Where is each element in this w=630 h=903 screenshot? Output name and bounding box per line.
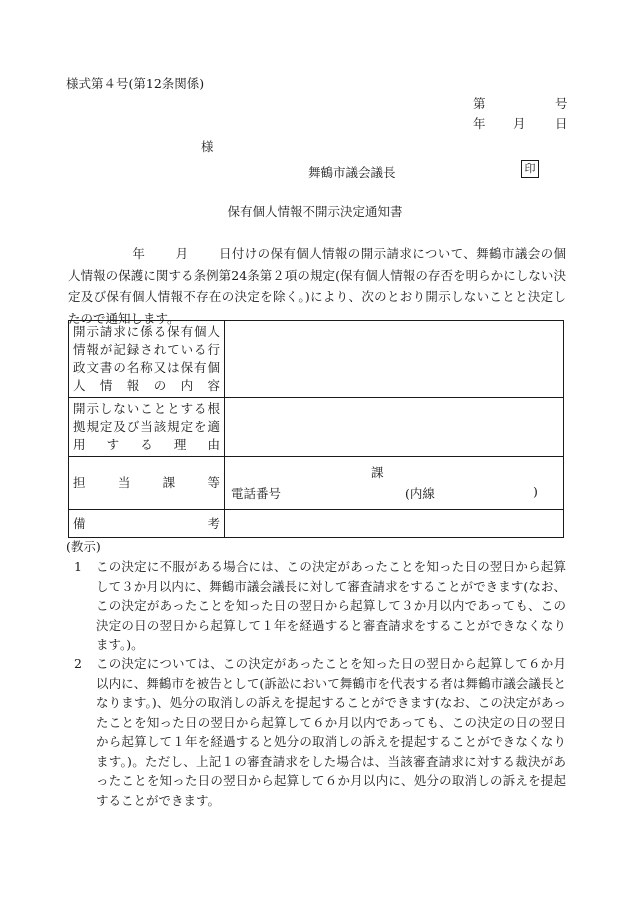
body-paragraph xyxy=(68,243,566,329)
document-number-suffix: 号 xyxy=(555,96,568,111)
row-value-department xyxy=(225,457,564,510)
document-number-prefix: 第 xyxy=(473,96,486,111)
notice-table xyxy=(68,320,564,538)
row-label-reason: 開示しないこととする根拠規定及び当該規定を適用する理由 xyxy=(69,398,225,457)
body-text: 日付けの保有個人情報の開示請求について、舞鶴市議会の個人情報の保護に関する条例第24条第２項の規定(保有個人情報の存否を明らかにしない決定及び保有個人情報不存在の決定を除く。)により、次のとおり開示しないことと決定したので通知します。 xyxy=(68,246,566,326)
body-month: 月 xyxy=(175,246,189,261)
document-title: 保有個人情報不開示決定通知書 xyxy=(227,204,403,219)
form-label: 様式第４号(第12条関係) xyxy=(66,76,205,91)
instruction-item xyxy=(74,557,566,655)
instructions-heading: (教示) xyxy=(66,539,101,554)
date-month: 月 xyxy=(513,116,526,131)
instruction-item xyxy=(74,654,566,810)
sender-name: 舞鶴市議会議長 xyxy=(308,165,396,180)
row-value-document-name xyxy=(225,321,564,398)
row-value-reason xyxy=(225,398,564,457)
row-label-department: 担 当 課 等 xyxy=(69,457,225,510)
extension-close: ) xyxy=(533,484,538,499)
instruction-text: この決定に不服がある場合には、この決定があったことを知った日の翌日から起算して３か月以内に、舞鶴市議会議長に対して審査請求をすることができます(なお、この決定があったことを知った日の翌日から起算して３か月以内であっても、この決定の日の翌日から起算して１年を経過すると審査請求をすることができなくなります。)。 xyxy=(96,559,566,652)
seal-mark: 印 xyxy=(521,160,539,178)
department-suffix: 課 xyxy=(371,465,384,480)
extension-label: (内線 xyxy=(405,486,435,501)
date-day: 日 xyxy=(555,116,568,131)
row-label-document-name: 開示請求に係る保有個人情報が記録されている行政文書の名称又は保有個人情報の内容 xyxy=(69,321,225,398)
instruction-number: 1 xyxy=(74,559,82,574)
body-year: 年 xyxy=(132,246,146,261)
instruction-number: 2 xyxy=(74,656,82,671)
row-value-remarks xyxy=(225,510,564,538)
date-year: 年 xyxy=(473,116,486,131)
instruction-text: この決定については、この決定があったことを知った日の翌日から起算して６か月以内に、舞鶴市を被告として(訴訟において舞鶴市を代表する者は舞鶴市議会議長となります。)、処分の取消しの訴えを提起することができます(なお、この決定があったことを知った日の翌日から起算して６か月以内であっても、この決定の日の翌日から起算して１年を経過すると処分の取消しの訴えを提起することができなくなります。)。ただし、上記１の審査請求をした場合は、当該審査請求に対する裁決があったことを知った日の翌日から起算して６か月以内に、処分の取消しの訴えを提起することができます。 xyxy=(96,656,566,808)
addressee-suffix: 様 xyxy=(201,139,214,154)
row-label-remarks: 備 考 xyxy=(69,510,225,538)
phone-label: 電話番号 xyxy=(231,486,282,501)
